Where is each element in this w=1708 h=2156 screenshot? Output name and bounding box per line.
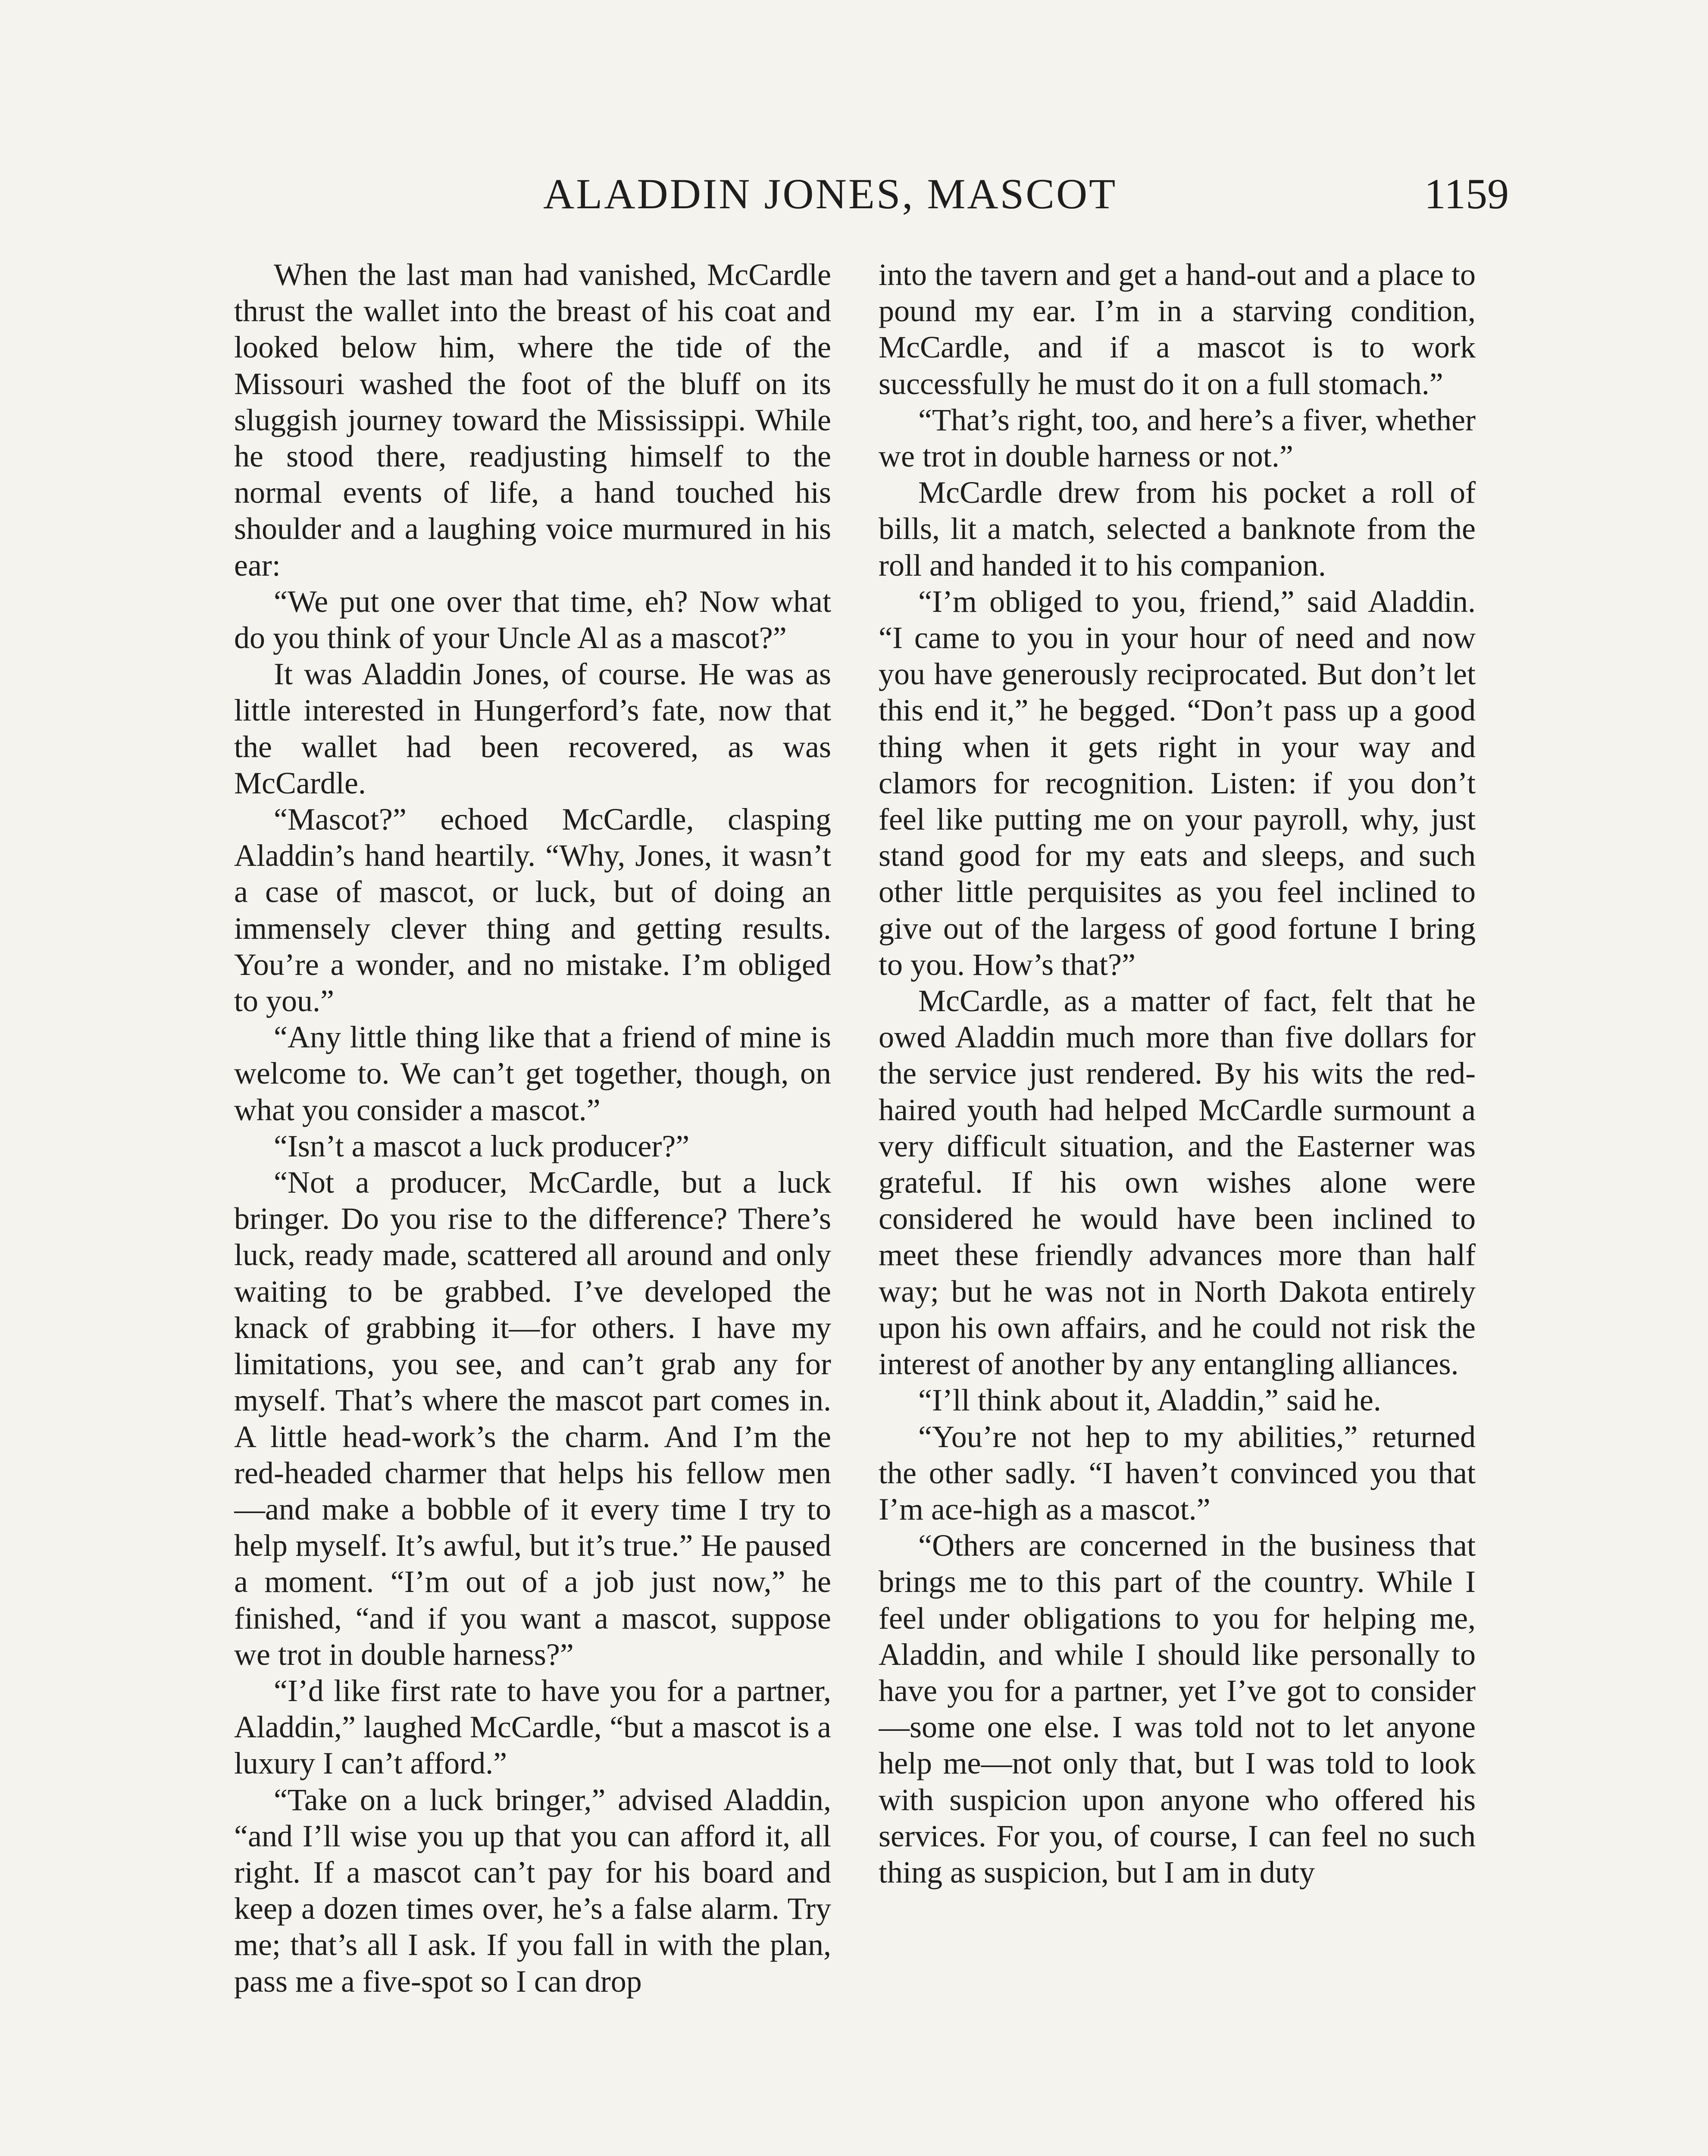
paragraph: “Take on a luck bringer,” advised Aladdin, “and I’ll wise you up that you can afford it, all right. If a mascot can’t pay for his board and keep a dozen times over, he’s a false alarm. Try me; that’s all I ask. If you fall in with the plan, pass me a five-spot so I can drop [234,1782,831,1999]
page-number: 1159 [1424,170,1509,218]
page-title: ALADDIN JONES, MASCOT [543,170,1117,218]
paragraph: McCardle, as a matter of fact, felt that he owed Aladdin much more than five dollars for the service just rendered. By his wits the red-haired youth had helped McCardle surmount a very difficult situation, and the Easterner was grateful. If his own wishes alone were considered he would have been inclined to meet these friendly advances more than half way; but he was not in North Dakota entirely upon his own affairs, and he could not risk the interest of another by any entangling alliances. [879,984,1476,1382]
paragraph: “Others are concerned in the business that brings me to this part of the country. While I feel under obligations to you for helping me, Aladdin, and while I should like personally to have you for a partner, yet I’ve got to consider—some one else. I was told not to let anyone help me—not only that, but I was told to look with suspicion upon anyone who offered his services. For you, of course, I can feel no such thing as suspicion, but I am in duty [879,1528,1476,1890]
paragraph: “Isn’t a mascot a luck producer?” [274,1128,690,1163]
paragraph: McCardle drew from his pocket a roll of bills, lit a match, selected a banknote from the roll and handed it to his companion. [879,475,1476,583]
text-column-left [234,257,831,2156]
paragraph: “I’m obliged to you, friend,” said Aladdin. “I came to you in your hour of need and now you have generously reciprocated. But don’t let this end it,” he begged. “Don’t pass up a good thing when it gets right in your way and clamors for recognition. Listen: if you don’t feel like putting me on your payroll, why, just stand good for my eats and sleeps, and such other little perquisites as you feel inclined to give out of the largess of good fortune I bring to you. How’s that?” [879,584,1476,982]
paragraph: “Not a producer, McCardle, but a luck bringer. Do you rise to the difference? There’s luck, ready made, scattered all around and only waiting to be grabbed. I’ve developed the knack of grabbing it—for others. I have my limitations, you see, and can’t grab any for myself. That’s where the mascot part comes in. A little head-work’s the charm. And I’m the red-headed charmer that helps his fellow men—and make a bobble of it every time I try to help myself. It’s awful, but it’s true.” He paused a moment. “I’m out of a job just now,” he finished, “and if you want a mascot, suppose we trot in double harness?” [234,1165,831,1672]
paragraph: It was Aladdin Jones, of course. He was as little interested in Hungerford’s fate, now that the wallet had been recovered, as was McCardle. [234,657,831,800]
text-column-right [879,257,1476,2156]
running-head [233,166,1509,222]
paragraph: “I’ll think about it, Aladdin,” said he. [918,1383,1381,1418]
paragraph: “We put one over that time, eh? Now what do you think of your Uncle Al as a mascot?” [234,584,831,655]
paragraph: “Any little thing like that a friend of mine is welcome to. We can’t get together, though, on what you consider a mascot.” [234,1020,831,1127]
paragraph-continued: into the tavern and get a hand-out and a place to pound my ear. I’m in a starving condition, McCardle, and if a mascot is to work successfully he must do it on a full stomach.” [879,257,1476,401]
paragraph: “Mascot?” echoed McCardle, clasping Aladdin’s hand heartily. “Why, Jones, it wasn’t a case of mascot, or luck, but of doing an immensely clever thing and getting results. You’re a wonder, and no mistake. I’m obliged to you.” [234,802,831,1018]
paragraph: “That’s right, too, and here’s a fiver, whether we trot in double harness or not.” [879,402,1476,474]
paragraph: When the last man had vanished, McCardle thrust the wallet into the breast of his coat and looked below him, where the tide of the Missouri washed the foot of the bluff on its sluggish journey toward the Mississippi. While he stood there, readjusting himself to the normal events of life, a hand touched his shoulder and a laughing voice murmured in his ear: [234,257,831,583]
paragraph: “You’re not hep to my abilities,” returned the other sadly. “I haven’t convinced you that I’m ace-high as a mascot.” [879,1419,1476,1526]
paragraph: “I’d like first rate to have you for a partner, Aladdin,” laughed McCardle, “but a mascot is a luxury I can’t afford.” [234,1673,831,1781]
